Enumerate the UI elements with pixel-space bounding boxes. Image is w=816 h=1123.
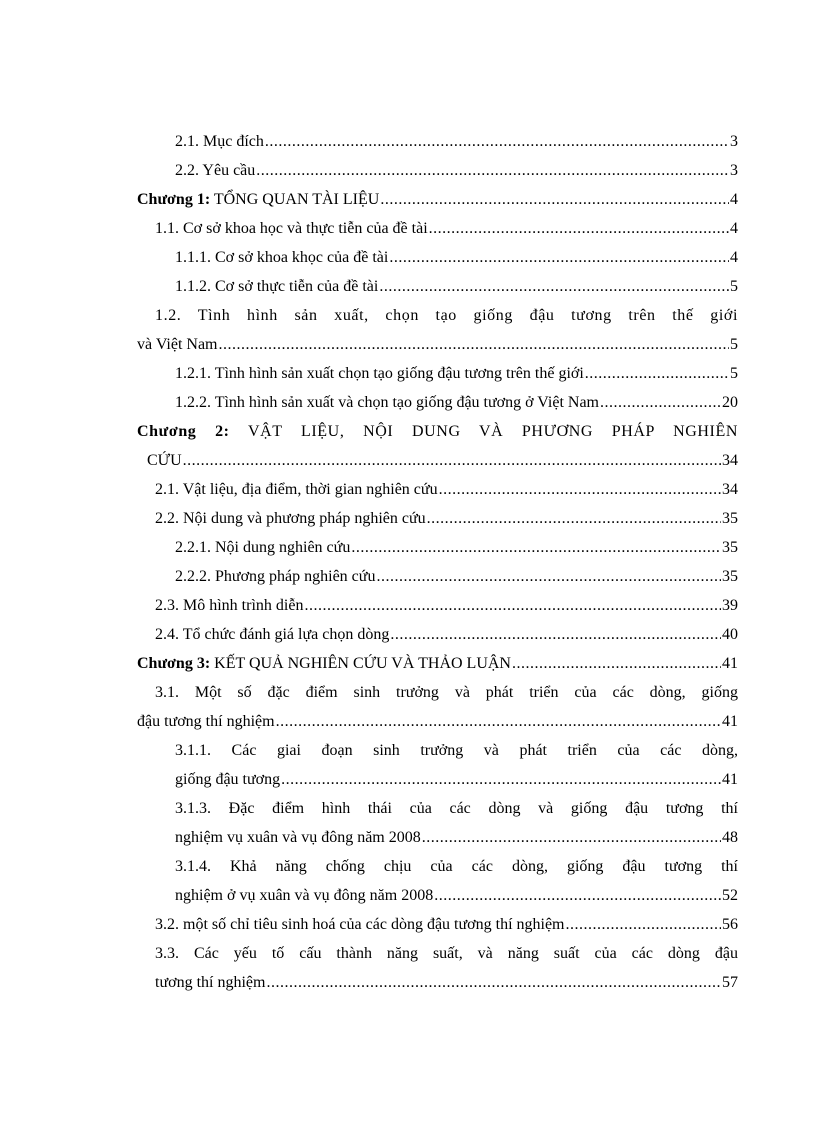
toc-entry-text: 3.1. Một số đặc điểm sinh trưởng và phát triển của các dòng, giống [155,684,738,701]
toc-page-number: 34 [722,481,738,498]
toc-entry-text: 1.1. Cơ sở khoa học và thực tiễn của đề tài [155,220,428,237]
dot-leader [265,127,729,156]
toc-page-number: 35 [722,539,738,556]
toc-entry-line1[interactable] [0,736,816,765]
toc-entry[interactable] [0,562,816,591]
table-of-contents [0,127,816,997]
dot-leader [380,185,729,214]
dot-leader [512,649,721,678]
toc-chapter-entry-line1[interactable] [0,417,816,446]
dot-leader [422,823,721,852]
toc-page-number: 5 [730,365,738,382]
toc-entry-text: nghiệm ở vụ xuân và vụ đông năm 2008 [175,887,434,904]
toc-page-number: 41 [722,655,738,672]
toc-entry[interactable] [0,910,816,939]
toc-entry-text: 2.2.1. Nội dung nghiên cứu [175,539,351,556]
toc-entry[interactable] [0,272,816,301]
toc-entry[interactable] [0,243,816,272]
toc-entry-text: 2.2. Nội dung và phương pháp nghiên cứu [155,510,426,527]
toc-entry-line1[interactable] [0,852,816,881]
dot-leader [429,214,729,243]
toc-chapter-entry[interactable] [0,185,816,214]
toc-entry-text: 2.1. Vật liệu, địa điểm, thời gian nghiên cứu [155,481,438,498]
dot-leader [304,591,721,620]
toc-entry-text [137,417,738,446]
dot-leader [256,156,729,185]
toc-entry-text: nghiệm vụ xuân và vụ đông năm 2008 [175,829,421,846]
toc-entry-text: 3.2. một số chỉ tiêu sinh hoá của các dòng đậu tương thí nghiệm [155,916,565,933]
toc-page-number: 5 [730,336,738,353]
toc-entry[interactable] [0,591,816,620]
toc-entry-text: và Việt Nam [137,336,218,353]
dot-leader [351,533,721,562]
toc-entry-text: 2.4. Tổ chức đánh giá lựa chọn dòng [155,626,390,643]
toc-entry-line2[interactable] [0,330,816,359]
toc-page-number: 52 [722,887,738,904]
toc-entry-text [137,649,511,678]
toc-page-number: 39 [722,597,738,614]
toc-entry[interactable] [0,156,816,185]
toc-page-number: 3 [730,162,738,179]
toc-entry-text: 3.1.3. Đặc điểm hình thái của các dòng và giống đậu tương thí [175,800,738,817]
toc-entry-text: tương thí nghiệm [155,974,266,991]
toc-entry-line1[interactable] [0,301,816,330]
toc-entry-text: 1.2. Tình hình sản xuất, chọn tạo giống đậu tương trên thế giới [155,307,738,324]
dot-leader [390,620,721,649]
toc-page-number: 5 [730,278,738,295]
toc-page-number: 4 [730,249,738,266]
toc-entry-text: 1.1.2. Cơ sở thực tiễn của đề tài [175,278,379,295]
dot-leader [376,562,721,591]
chapter-label: Chương 1: [137,191,211,208]
toc-page-number: 35 [722,510,738,527]
chapter-title: VẬT LIỆU, NỘI DUNG VÀ PHƯƠNG PHÁP NGHIÊN [229,423,738,440]
toc-entry[interactable] [0,359,816,388]
toc-entry-text: 3.1.1. Các giai đoạn sinh trưởng và phát triển của các dòng, [175,742,738,759]
dot-leader [266,968,721,997]
dot-leader [600,388,721,417]
dot-leader [566,910,722,939]
toc-page-number: 4 [730,220,738,237]
toc-page-number: 48 [722,829,738,846]
toc-entry-text: 1.2.1. Tình hình sản xuất chọn tạo giống đậu tương trên thế giới [175,365,584,382]
toc-chapter-entry[interactable] [0,649,816,678]
toc-entry-text: 2.1. Mục đích [175,133,264,150]
toc-page-number: 41 [722,713,738,730]
toc-entry-line1[interactable] [0,939,816,968]
toc-entry-text: 2.2. Yêu cầu [175,162,256,179]
chapter-label: Chương 3: [137,655,211,672]
toc-page-number: 4 [730,191,738,208]
toc-entry-line2[interactable] [0,968,816,997]
toc-entry-text: giống đậu tương [175,771,281,788]
toc-page-number: 40 [722,626,738,643]
toc-entry-line2[interactable] [0,881,816,910]
toc-entry[interactable] [0,214,816,243]
toc-page-number: 56 [722,916,738,933]
dot-leader [379,272,729,301]
toc-entry-text: 2.2.2. Phương pháp nghiên cứu [175,568,376,585]
dot-leader [439,475,721,504]
dot-leader [389,243,729,272]
dot-leader [434,881,721,910]
toc-entry-text: 1.2.2. Tình hình sản xuất và chọn tạo giống đậu tương ở Việt Nam [175,394,599,411]
toc-chapter-entry-line2[interactable] [0,446,816,475]
chapter-title: TỔNG QUAN TÀI LIỆU [210,191,380,208]
toc-entry-text: 2.3. Mô hình trình diễn [155,597,304,614]
toc-page-number: 34 [722,452,738,469]
toc-entry-line1[interactable] [0,678,816,707]
toc-entry-text: đậu tương thí nghiệm [137,713,275,730]
toc-entry[interactable] [0,388,816,417]
toc-entry-text: 1.1.1. Cơ sở khoa khọc của đề tài [175,249,389,266]
dot-leader [427,504,721,533]
toc-entry[interactable] [0,475,816,504]
dot-leader [183,446,721,475]
dot-leader [585,359,729,388]
toc-page-number: 41 [722,771,738,788]
toc-entry-line2[interactable] [0,707,816,736]
toc-entry-text: CỨU [147,452,182,469]
toc-entry[interactable] [0,533,816,562]
dot-leader [276,707,721,736]
toc-page-number: 57 [722,974,738,991]
toc-entry-text [137,185,379,214]
toc-page-number: 20 [722,394,738,411]
toc-entry-line2[interactable] [0,823,816,852]
toc-entry[interactable] [0,504,816,533]
toc-entry-line2[interactable] [0,765,816,794]
dot-leader [281,765,721,794]
chapter-title: KẾT QUẢ NGHIÊN CỨU VÀ THẢO LUẬN [210,655,511,672]
toc-page-number: 3 [730,133,738,150]
dot-leader [219,330,730,359]
toc-entry[interactable] [0,620,816,649]
toc-entry-text: 3.1.4. Khả năng chống chịu của các dòng, giống đậu tương thí [175,858,738,875]
chapter-label: Chương 2: [137,423,230,440]
toc-entry-text: 3.3. Các yếu tố cấu thành năng suất, và năng suất của các dòng đậu [155,945,738,962]
toc-page-number: 35 [722,568,738,585]
toc-entry[interactable] [0,127,816,156]
toc-entry-line1[interactable] [0,794,816,823]
